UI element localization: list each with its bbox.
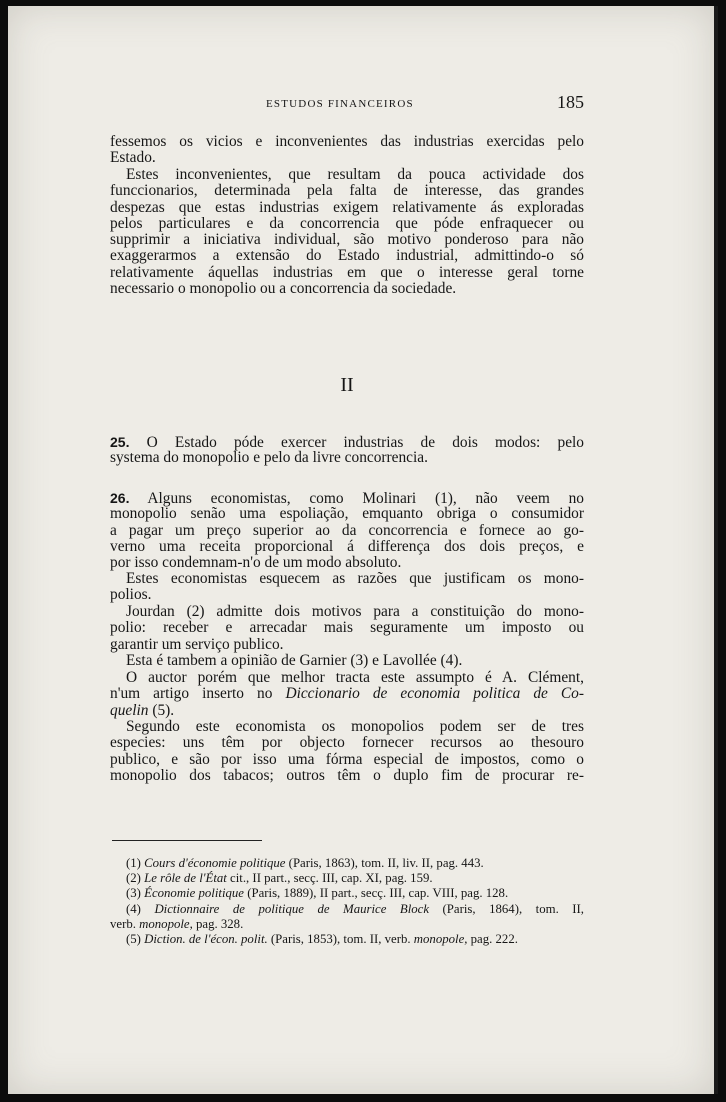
text-line: verno uma receita proporcional á differença dos dois preços, e (110, 537, 584, 555)
footnote-text: pag. 328. (192, 916, 244, 931)
footnote-text: (Paris, 1863), tom. II, liv. II, pag. 443. (285, 856, 484, 870)
paragraph-number: 26. (110, 490, 130, 506)
text-line (110, 434, 584, 450)
paragraph-continued (110, 134, 584, 167)
footnotes (110, 856, 584, 947)
text-line: Estado. (110, 149, 156, 167)
text-line: fessemos os vicios e inconvenientes das industrias exercidas pelo (110, 133, 584, 150)
text-line: O auctor porém que melhor tracta este assumpto é A. Clément, (126, 669, 584, 686)
text-line: garantir um serviço publico. (110, 635, 284, 653)
footnote-marker: (4) (126, 901, 141, 916)
text-line: Segundo este economista os monopolios podem ser de tres (126, 718, 584, 735)
page-header (110, 92, 584, 116)
page-number: 185 (557, 92, 584, 112)
footnote-title: Dictionnaire de politique de Maurice Block (154, 901, 430, 916)
footnote-title: Économie politique (144, 886, 244, 901)
footnote-2 (110, 871, 584, 886)
text-line: polios. (110, 586, 152, 604)
running-title: ESTUDOS FINANCEIROS (266, 98, 414, 110)
footnote-italic: monopole, (139, 916, 193, 931)
text-fragment: O Estado póde exercer industrias de dois modos: pelo (146, 434, 584, 451)
text-line (110, 686, 584, 702)
scanned-page (8, 6, 718, 1094)
footnote-4-continued (110, 917, 584, 932)
paragraph-monopolios (110, 719, 584, 784)
footnote-text: (Paris, 1853), tom. II, verb. (267, 931, 414, 946)
text-line: funccionarios, determinada pela falta de interesse, das grandes (110, 182, 584, 200)
text-line: necessario o monopolio ou a concorrencia da sociedade. (110, 280, 457, 298)
text-line: despezas que estas industrias exigem relativamente ás exploradas (110, 198, 584, 216)
text-line: pelos particulares e da concorrencia que póde enfraquecer ou (110, 214, 584, 232)
text-fragment: (5). (148, 701, 175, 719)
paragraph-number: 25. (110, 434, 130, 450)
text-line (110, 490, 584, 506)
footnote-italic: monopole, (413, 931, 468, 946)
text-line: por isso condemnam-n'o de um modo absoluto. (110, 554, 402, 572)
footnote-text: cit., II part., secç. III, cap. XI, pag. 159. (226, 871, 433, 886)
section-heading: II (340, 374, 354, 396)
text-line: Estes inconvenientes, que resultam da pouca actividade dos (126, 166, 584, 183)
text-line: polio: receber e arrecadar mais seguramente um imposto ou (110, 619, 584, 637)
footnote-marker: (1) (126, 856, 141, 870)
footnote-title: Diction. de l'écon. polit. (144, 931, 268, 946)
footnote-text: (Paris, 1864), tom. II, (429, 901, 584, 916)
text-fragment: n'um artigo inserto no (110, 685, 286, 703)
footnote-1 (110, 856, 584, 871)
text-line: exaggerarmos a extensão do Estado industrial, admittindo-o só (110, 247, 584, 265)
text-line: Estes economistas esquecem as razões que justificam os mono- (126, 570, 584, 587)
text-line: supprimir a iniciativa individual, são motivo ponderoso para não (110, 231, 584, 249)
footnote-text: pag. 222. (467, 931, 518, 946)
footnote-rule (112, 840, 262, 841)
paragraph-garnier (110, 653, 584, 669)
footnote-text: (Paris, 1889), II part., secç. III, cap. VIII, pag. 128. (244, 886, 509, 901)
text-line (110, 703, 584, 719)
footnote-marker: (2) (126, 871, 141, 886)
text-line: Jourdan (2) admitte dois motivos para a constituição do mono- (126, 603, 584, 620)
text-line: a pagar um preço superior ao da concorrencia e fornece ao go- (110, 521, 584, 539)
paragraph-26 (110, 490, 584, 571)
italic-title: Diccionario de economia politica de Co- (285, 685, 584, 703)
footnote-title: Le rôle de l'État (144, 871, 227, 886)
footnote-4 (110, 902, 584, 917)
paragraph-25 (110, 434, 584, 467)
text-line: systema do monopolio e pelo da livre concorrencia. (110, 449, 428, 467)
footnote-marker: (5) (126, 931, 141, 946)
footnote-5 (110, 932, 584, 947)
footnote-3 (110, 886, 584, 901)
italic-title: quelin (110, 701, 149, 719)
text-line: publico, e são por isso uma fórma especial de impostos, como o (110, 750, 584, 768)
paragraph-economistas (110, 571, 584, 604)
footnote-text: verb. (110, 916, 140, 931)
paragraph-inconvenientes (110, 167, 584, 297)
text-line: monopolio senão uma espoliação, emquanto obriga o consumidor (110, 505, 584, 523)
text-line: relativamente áquellas industrias em que o interesse geral torne (110, 263, 584, 281)
footnote-title: Cours d'économie politique (144, 856, 286, 870)
paragraph-clement (110, 670, 584, 719)
paragraph-jourdan (110, 604, 584, 653)
text-line: monopolio dos tabacos; outros têm o duplo fim de procurar re- (110, 766, 584, 784)
text-line: especies: uns têm por objecto fornecer recursos ao thesouro (110, 734, 584, 752)
text-line: Esta é tambem a opinião de Garnier (3) e Lavollée (4). (126, 652, 463, 669)
text-fragment: Alguns economistas, como Molinari (1), não veem no (147, 490, 585, 507)
footnote-marker: (3) (126, 886, 141, 901)
